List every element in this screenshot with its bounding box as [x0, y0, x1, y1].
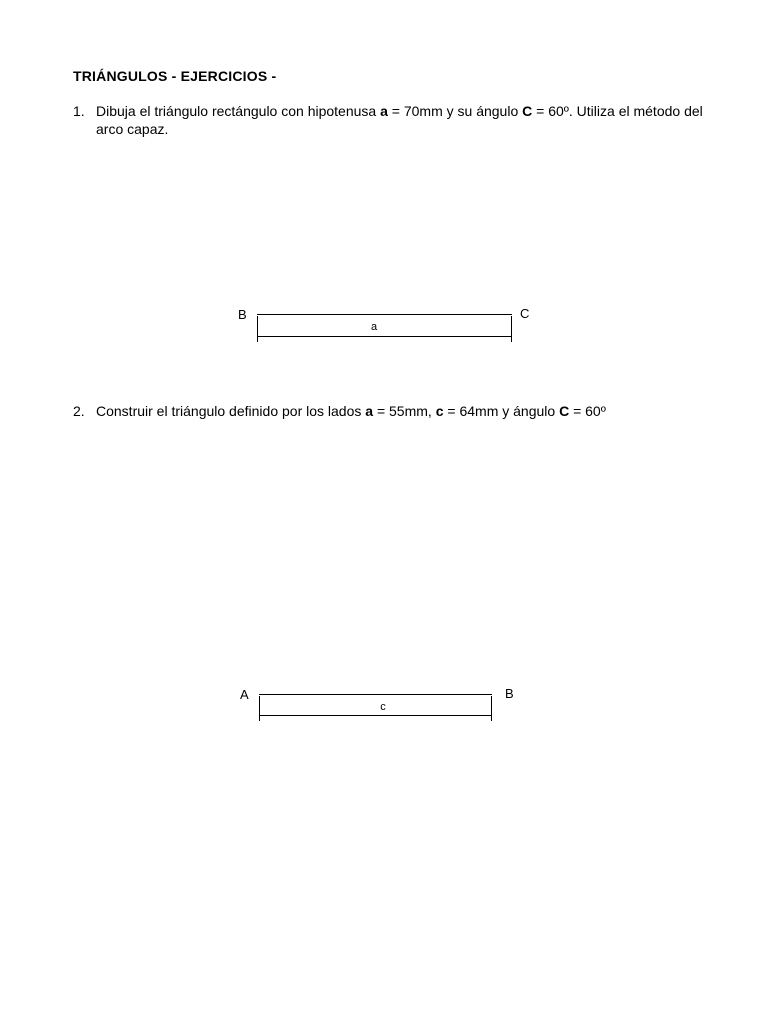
exercise-2-statement [96, 402, 713, 420]
vertex-label-b: B [505, 686, 514, 701]
exercise-2-text-part: = 60º [569, 403, 606, 419]
exercise-1-var-c: C [522, 103, 533, 119]
exercise-2-var-c: c [435, 403, 444, 419]
segment-figure-2 [232, 682, 532, 731]
vertex-label-a: A [240, 687, 249, 702]
page-title: TRIÁNGULOS - EJERCICIOS - [73, 68, 277, 84]
exercise-1-statement [96, 102, 713, 138]
exercise-2-var-a: a [365, 403, 374, 419]
exercise-2 [73, 402, 713, 420]
exercise-2-var-angle-c: C [559, 403, 570, 419]
exercise-1-text-part: = 60º. Utiliza el método del arco capaz. [96, 103, 703, 137]
exercise-2-text-part: Construir el triángulo definido por los lados [96, 403, 366, 419]
exercise-2-text-part: = 55mm, [373, 403, 436, 419]
exercise-1-var-a: a [380, 103, 388, 119]
segment-label-c: c [380, 701, 386, 713]
exercise-1 [73, 102, 713, 138]
exercise-1-text-part: Dibuja el triángulo rectángulo con hipotenusa [96, 103, 381, 119]
exercise-1-number: 1. [73, 103, 85, 119]
vertex-label-c: C [520, 306, 530, 321]
segment-label-a: a [370, 321, 378, 333]
vertex-label-b: B [238, 307, 247, 322]
exercise-1-text-part: = 70mm y su ángulo [387, 103, 523, 119]
exercise-2-number: 2. [73, 403, 85, 419]
segment-figure-1 [230, 302, 540, 351]
exercise-2-text-part: = 64mm y ángulo [443, 403, 560, 419]
